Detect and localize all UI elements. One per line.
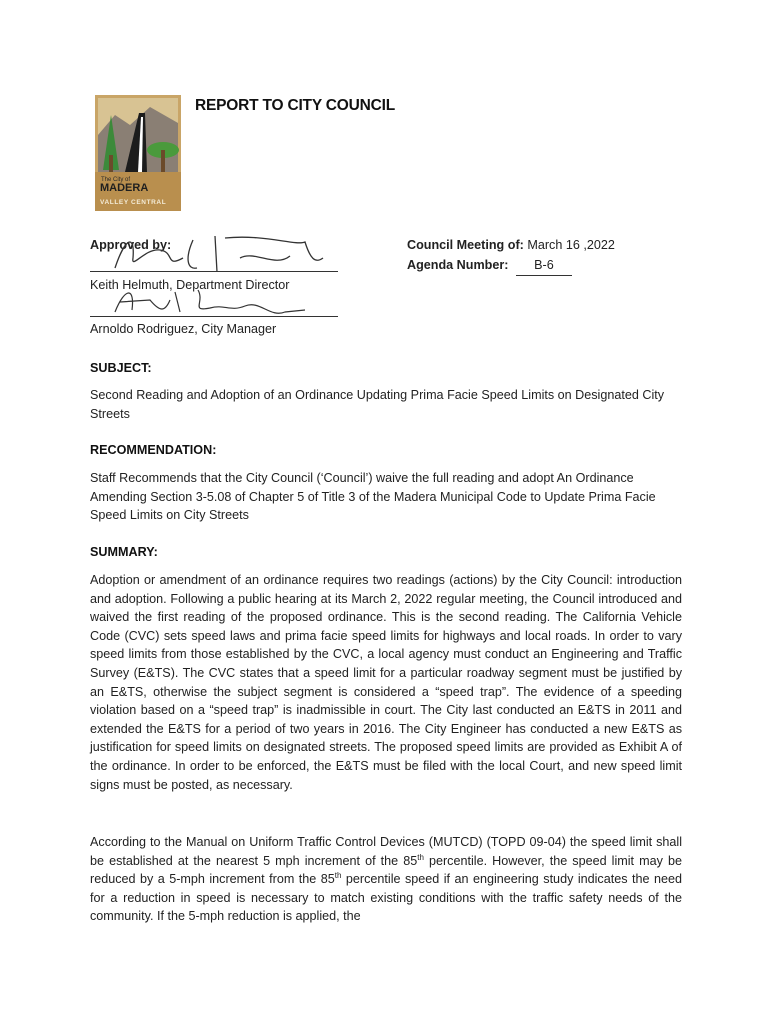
council-meeting-row [407,236,615,255]
approved-by-label: Approved by: [90,238,172,252]
ordinal-suffix-1: th [417,852,424,862]
summary-p2-part-a: According to the Manual on Uniform Traffic Control Devices (MUTCD) (TOPD 09-04) the speed limit shall be established at the nearest 5 mph increment of the 85 [90,835,682,868]
council-meeting-label: Council Meeting of: [407,238,524,252]
summary-paragraph-1 [90,571,682,794]
signature-line-2 [90,316,338,317]
summary-p2-part-b: percentile. However, the speed limit may be reduced by a 5-mph increment from the 85 [90,853,682,887]
svg-text:VALLEY CENTRAL: VALLEY CENTRAL [100,199,167,206]
summary-heading: SUMMARY: [90,545,158,559]
recommendation-text: Staff Recommends that the City Council (‘Council’) waive the full reading and adopt An Ordinance Amending Section 3-5.08 of Chapter 5 of Title 3 of the Madera Municipal Code to Update Prima Facie Speed Limits on City Streets [90,471,656,523]
summary-p2-part-c: percentile speed if an engineering study indicates the need for a reduction in speed is necessary to match existing conditions with the traffic safety needs of the community. If the 5-mph reduction is applied, the [90,872,682,924]
summary-p1-text: Adoption or amendment of an ordinance requires two readings (actions) by the City Council: introduction and adoption. Following a public hearing at its March 2, 2022 regular meeting, the Council introduced and waived the first reading of the proposed ordinance. This is the second reading. The California Vehicle Code (CVC) sets speed laws and prima facie speed limits for highways and local roads. In order to vary speed limits from those established by the CVC, a local agency must conduct an Engineering and Traffic Survey (E&TS). The CVC states that a speed limit for a particular roadway segment must be justified by an E&TS, otherwise the subject segment is considered a “speed trap”. The evidence of a speeding violation based on a “speed trap” is inadmissible in court. The City last conducted an E&TS in 2011 and extended the E&TS for a period of two years in 2016. The City Engineer has conducted a new E&TS as justification for speed limits on designated streets. The proposed speed limits are provided as Exhibit A of the ordinance. In order to be enforced, the E&TS must be filed with the local Court, and new speed limit signs must be posted, as necessary. [90,573,682,792]
council-meeting-date: March 16 ,2022 [527,238,615,252]
ordinal-suffix-2: th [334,871,342,881]
report-title: REPORT TO CITY COUNCIL [195,97,395,114]
agenda-number-label: Agenda Number: [407,258,509,272]
agenda-number-row [407,256,572,276]
signature-line-1 [90,271,338,272]
signer-department-director: Keith Helmuth, Department Director [90,278,290,292]
signature-keith-helmuth [105,228,330,276]
recommendation-heading: RECOMMENDATION: [90,443,217,457]
summary-paragraph-2 [90,833,682,926]
subject-text: Second Reading and Adoption of an Ordinance Updating Prima Facie Speed Limits on Designated City Streets [90,388,665,421]
svg-text:The City of: The City of [101,177,131,183]
signer-city-manager: Arnoldo Rodriguez, City Manager [90,322,277,336]
subject-heading: SUBJECT: [90,361,152,375]
city-of-madera-logo [95,95,181,211]
agenda-number-value: B-6 [516,256,572,276]
svg-text:MADERA: MADERA [100,182,149,194]
